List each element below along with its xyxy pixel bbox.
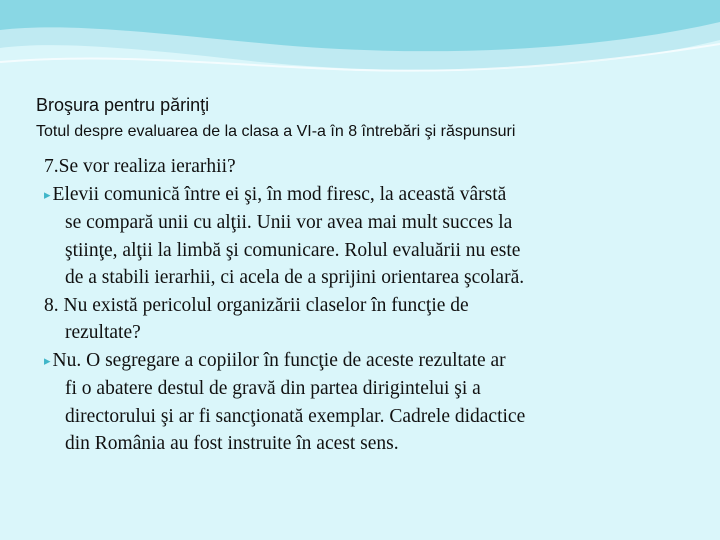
answer-8-line-1: Nu. O segregare a copiilor în funcţie de aceste rezultate ar [52, 349, 506, 371]
answer-7-line-3: ştiinţe, alţii la limbă şi comunicare. Rolul evaluării nu este [65, 239, 521, 261]
question-8-line-2: rezultate? [65, 322, 141, 343]
answer-7-first-line [44, 181, 704, 210]
page-title: Broşura pentru părinţi [36, 95, 210, 115]
answer-8-line-2: fi o abatere destul de gravă din partea dirigintelui şi a [65, 378, 481, 399]
answer-8-line-3: directorului şi ar fi sancţionată exemplar. Cadrele didactice [65, 405, 526, 427]
content-body [44, 153, 704, 458]
question-7: 7.Se vor realiza ierarhii? [44, 156, 236, 177]
header-wave-decoration [0, 0, 720, 90]
answer-7-line-4: de a stabili ierarhii, ci acela de a sprijini orientarea şcolară. [65, 267, 525, 288]
page-subtitle: Totul despre evaluarea de la clasa a VI-a în 8 întrebări şi răspunsuri [36, 123, 516, 140]
bullet-icon: ▸ [44, 352, 51, 368]
answer-8-first-line [44, 347, 704, 376]
answer-7-line-2: se compară unii cu alţii. Unii vor avea mai mult succes la [65, 212, 513, 233]
answer-8-line-4: din România au fost instruite în acest sens. [65, 433, 399, 454]
question-8-line-1: 8. Nu există pericolul organizării claselor în funcţie de [44, 294, 469, 316]
answer-7-line-1: Elevii comunică între ei şi, în mod firesc, la această vârstă [52, 183, 507, 205]
bullet-icon: ▸ [44, 186, 51, 202]
